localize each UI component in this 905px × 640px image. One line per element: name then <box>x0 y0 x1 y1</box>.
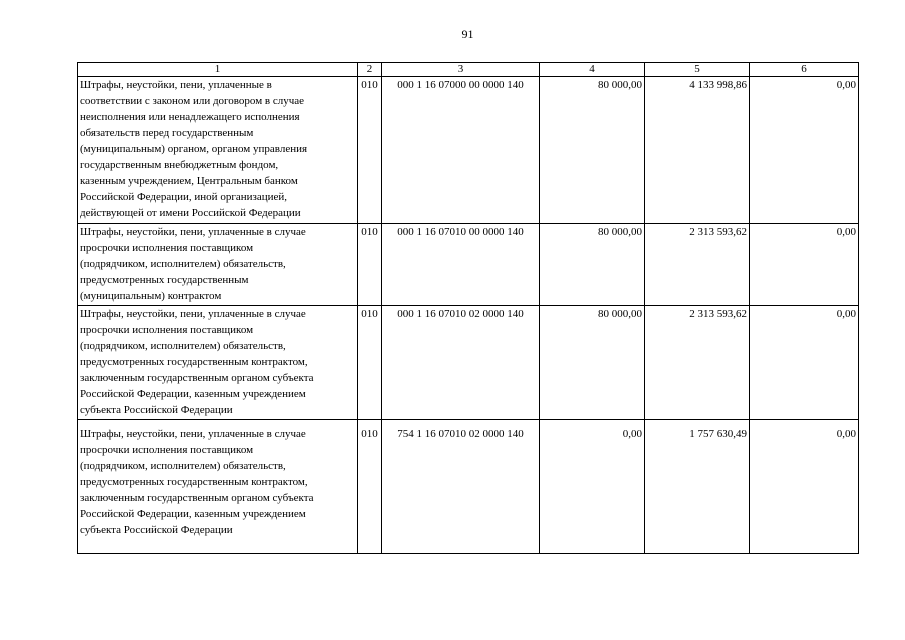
budget-classification-code: 754 1 16 07010 02 0000 140 <box>382 420 540 554</box>
row-description <box>78 77 358 224</box>
table-header-row <box>78 63 859 77</box>
description-line: (подрядчиком, исполнителем) обязательств, <box>80 258 286 270</box>
description-line: (муниципальным) контрактом <box>80 290 222 302</box>
column-header: 1 <box>78 63 358 77</box>
description-line: просрочки исполнения поставщиком <box>80 324 254 336</box>
description-line: казенным учреждением, Центральным банком <box>80 175 298 187</box>
budget-classification-code: 000 1 16 07010 02 0000 140 <box>382 306 540 420</box>
description-line: Российской Федерации, казенным учреждением <box>80 388 306 400</box>
description-line: субъекта Российской Федерации <box>80 524 233 536</box>
description-line: Штрафы, неустойки, пени, уплаченные в случае <box>80 428 306 440</box>
description-line: предусмотренных государственным <box>80 274 249 286</box>
value-col6: 0,00 <box>750 224 859 306</box>
value-col5: 2 313 593,62 <box>645 306 750 420</box>
row-description <box>78 224 358 306</box>
description-line: заключенным государственным органом субъекта <box>80 372 314 384</box>
description-line: Штрафы, неустойки, пени, уплаченные в случае <box>80 226 306 238</box>
description-line: (муниципальным) органом, органом управления <box>80 143 308 155</box>
description-line: предусмотренных государственным контрактом, <box>80 356 308 368</box>
description-line: Штрафы, неустойки, пени, уплаченные в <box>80 79 272 91</box>
row-description <box>78 306 358 420</box>
value-col4: 80 000,00 <box>540 224 645 306</box>
line-code: 010 <box>358 306 382 420</box>
description-line: (подрядчиком, исполнителем) обязательств, <box>80 460 286 472</box>
table-row <box>78 420 859 554</box>
value-col6: 0,00 <box>750 306 859 420</box>
budget-classification-code: 000 1 16 07010 00 0000 140 <box>382 224 540 306</box>
table-row <box>78 306 859 420</box>
description-line: действующей от имени Российской Федерации <box>80 207 301 219</box>
description-line: предусмотренных государственным контрактом, <box>80 476 308 488</box>
description-line: государственным внебюджетным фондом, <box>80 159 279 171</box>
description-line: заключенным государственным органом субъекта <box>80 492 314 504</box>
table-row <box>78 77 859 224</box>
value-col5: 4 133 998,86 <box>645 77 750 224</box>
page-number: 91 <box>461 27 474 41</box>
value-col4: 80 000,00 <box>540 306 645 420</box>
description-line: субъекта Российской Федерации <box>80 404 233 416</box>
description-line: просрочки исполнения поставщиком <box>80 444 254 456</box>
line-code: 010 <box>358 420 382 554</box>
value-col5: 2 313 593,62 <box>645 224 750 306</box>
value-col4: 80 000,00 <box>540 77 645 224</box>
line-code: 010 <box>358 224 382 306</box>
line-code: 010 <box>358 77 382 224</box>
budget-classification-code: 000 1 16 07000 00 0000 140 <box>382 77 540 224</box>
column-header: 5 <box>645 63 750 77</box>
row-description <box>78 420 358 554</box>
table-row <box>78 224 859 306</box>
column-header: 4 <box>540 63 645 77</box>
revenue-table <box>77 62 859 554</box>
description-line: (подрядчиком, исполнителем) обязательств, <box>80 340 286 352</box>
description-line: обязательств перед государственным <box>80 127 254 139</box>
description-line: Российской Федерации, казенным учреждением <box>80 508 306 520</box>
column-header: 3 <box>382 63 540 77</box>
column-header: 2 <box>358 63 382 77</box>
column-header: 6 <box>750 63 859 77</box>
description-line: Штрафы, неустойки, пени, уплаченные в случае <box>80 308 306 320</box>
value-col5: 1 757 630,49 <box>645 420 750 554</box>
value-col6: 0,00 <box>750 420 859 554</box>
description-line: Российской Федерации, иной организацией, <box>80 191 288 203</box>
description-line: просрочки исполнения поставщиком <box>80 242 254 254</box>
description-line: неисполнения или ненадлежащего исполнения <box>80 111 300 123</box>
description-line: соответствии с законом или договором в случае <box>80 95 305 107</box>
value-col6: 0,00 <box>750 77 859 224</box>
value-col4: 0,00 <box>540 420 645 554</box>
